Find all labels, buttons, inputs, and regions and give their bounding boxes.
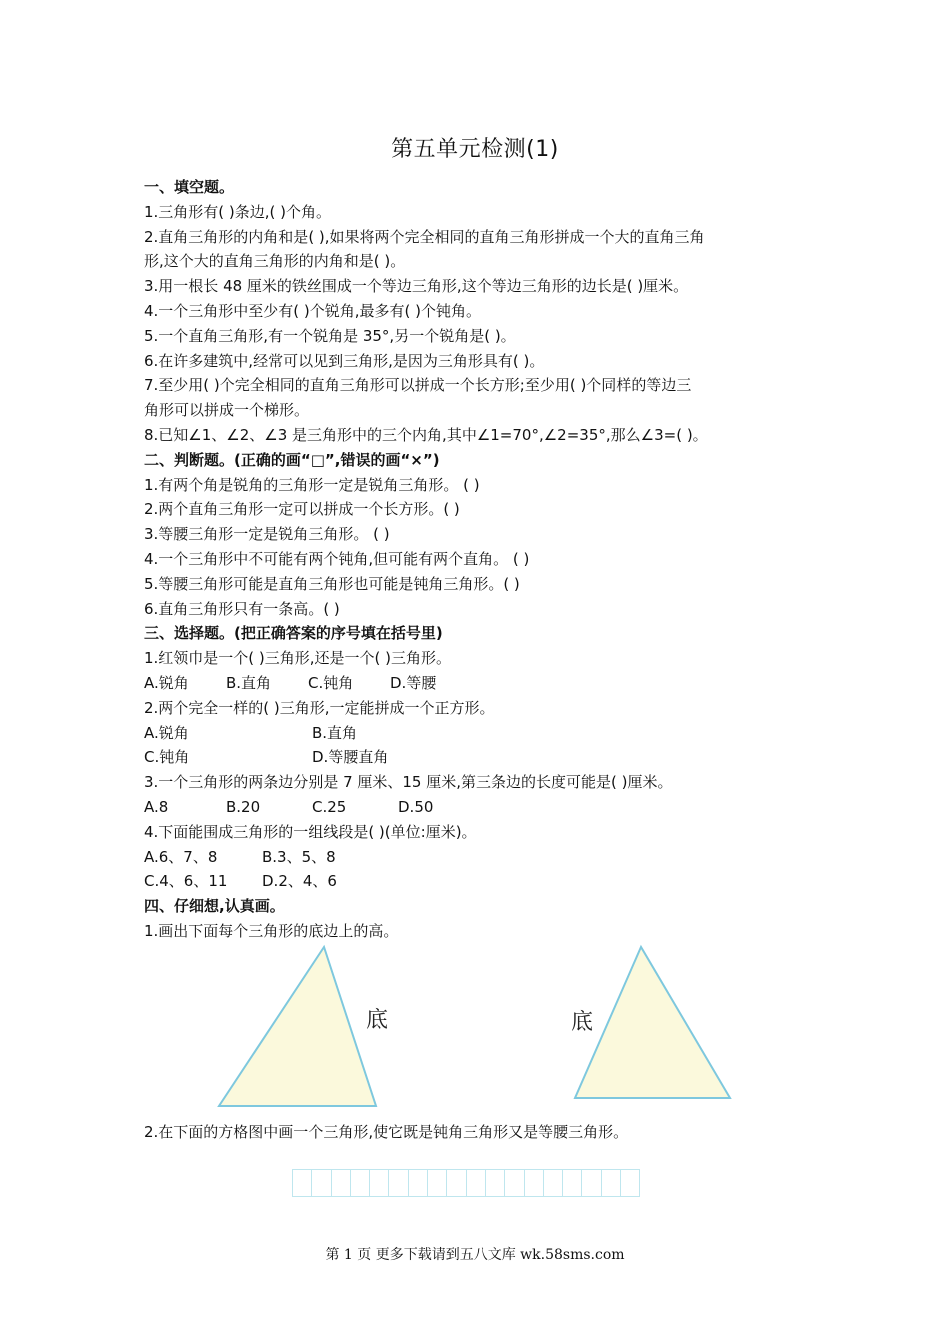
grid-cell[interactable] <box>504 1169 524 1197</box>
grid-cell[interactable] <box>408 1169 428 1197</box>
section4-heading: 四、仔细想,认真画。 <box>144 897 285 916</box>
base-label-right: 底 <box>571 1010 594 1035</box>
grid-cell[interactable] <box>581 1169 601 1197</box>
option: D.等腰直角 <box>312 748 389 767</box>
grid-cell[interactable] <box>311 1169 331 1197</box>
grid-cell[interactable] <box>292 1169 312 1197</box>
page-title: 第五单元检测(1) <box>391 137 559 162</box>
section1-line: 1.三角形有( )条边,( )个角。 <box>144 202 332 221</box>
section1-line: 2.直角三角形的内角和是( ),如果将两个完全相同的直角三角形拼成一个大的直角三角 <box>144 227 705 246</box>
grid-cell[interactable] <box>543 1169 563 1197</box>
question-1: 1.红领巾是一个( )三角形,还是一个( )三角形。 <box>144 649 452 668</box>
section1-line: 4.一个三角形中至少有( )个锐角,最多有( )个钝角。 <box>144 301 482 320</box>
option: B.直角 <box>226 673 272 692</box>
option: D.等腰 <box>390 673 437 692</box>
option: B.直角 <box>312 723 358 742</box>
section2-line: 1.有两个角是锐角的三角形一定是锐角三角形。 ( ) <box>144 475 480 494</box>
grid-cell[interactable] <box>601 1169 621 1197</box>
drawing-question-1: 1.画出下面每个三角形的底边上的高。 <box>144 921 399 940</box>
section2-heading: 二、判断题。(正确的画“□”,错误的画“×”) <box>144 450 440 469</box>
option: C.25 <box>312 797 347 816</box>
option: A.8 <box>144 797 169 816</box>
section3-heading: 三、选择题。(把正确答案的序号填在括号里) <box>144 624 443 643</box>
option: C.钝角 <box>144 748 190 767</box>
grid-cell[interactable] <box>446 1169 466 1197</box>
grid-cell[interactable] <box>562 1169 582 1197</box>
section1-line: 6.在许多建筑中,经常可以见到三角形,是因为三角形具有( )。 <box>144 351 545 370</box>
grid-cell[interactable] <box>369 1169 389 1197</box>
option: B.20 <box>226 797 261 816</box>
left-triangle <box>219 947 376 1106</box>
section1-line: 5.一个直角三角形,有一个锐角是 35°,另一个锐角是( )。 <box>144 326 516 345</box>
option: A.锐角 <box>144 723 189 742</box>
section2-line: 3.等腰三角形一定是锐角三角形。 ( ) <box>144 525 390 544</box>
page-footer: 第 1 页 更多下载请到五八文库 wk.58sms.com <box>325 1247 625 1263</box>
section1-line: 形,这个大的直角三角形的内角和是( )。 <box>144 252 406 271</box>
option: C.钝角 <box>308 673 354 692</box>
grid-cell[interactable] <box>466 1169 486 1197</box>
section1-line: 3.用一根长 48 厘米的铁丝围成一个等边三角形,这个等边三角形的边长是( )厘米。 <box>144 277 689 296</box>
section1-line: 7.至少用( )个完全相同的直角三角形可以拼成一个长方形;至少用( )个同样的等边三 <box>144 376 692 395</box>
option: A.6、7、8 <box>144 847 218 866</box>
square-grid[interactable] <box>292 1169 640 1197</box>
question-3: 3.一个三角形的两条边分别是 7 厘米、15 厘米,第三条边的长度可能是( )厘米。 <box>144 773 673 792</box>
option: C.4、6、11 <box>144 872 228 891</box>
grid-cell[interactable] <box>485 1169 505 1197</box>
grid-cell[interactable] <box>388 1169 408 1197</box>
grid-cell[interactable] <box>427 1169 447 1197</box>
section2-line: 2.两个直角三角形一定可以拼成一个长方形。( ) <box>144 500 460 519</box>
section2-line: 4.一个三角形中不可能有两个钝角,但可能有两个直角。 ( ) <box>144 549 530 568</box>
option: D.50 <box>398 797 434 816</box>
right-triangle <box>575 947 730 1098</box>
grid-cell[interactable] <box>620 1169 640 1197</box>
section1-line: 角形可以拼成一个梯形。 <box>144 401 310 420</box>
question-4: 4.下面能围成三角形的一组线段是( )(单位:厘米)。 <box>144 822 477 841</box>
grid-cell[interactable] <box>350 1169 370 1197</box>
section2-line: 6.直角三角形只有一条高。( ) <box>144 599 340 618</box>
base-label-left: 底 <box>366 1008 389 1033</box>
grid-cell[interactable] <box>331 1169 351 1197</box>
option: A.锐角 <box>144 673 189 692</box>
section1-line: 8.已知∠1、∠2、∠3 是三角形中的三个内角,其中∠1=70°,∠2=35°,那么∠3=( )。 <box>144 425 708 444</box>
drawing-question-2: 2.在下面的方格图中画一个三角形,使它既是钝角三角形又是等腰三角形。 <box>144 1123 629 1141</box>
option: D.2、4、6 <box>262 872 337 891</box>
section1-heading: 一、填空题。 <box>144 178 235 196</box>
grid-cell[interactable] <box>524 1169 544 1197</box>
section2-line: 5.等腰三角形可能是直角三角形也可能是钝角三角形。( ) <box>144 574 520 593</box>
option: B.3、5、8 <box>262 847 336 866</box>
question-2: 2.两个完全一样的( )三角形,一定能拼成一个正方形。 <box>144 698 495 717</box>
